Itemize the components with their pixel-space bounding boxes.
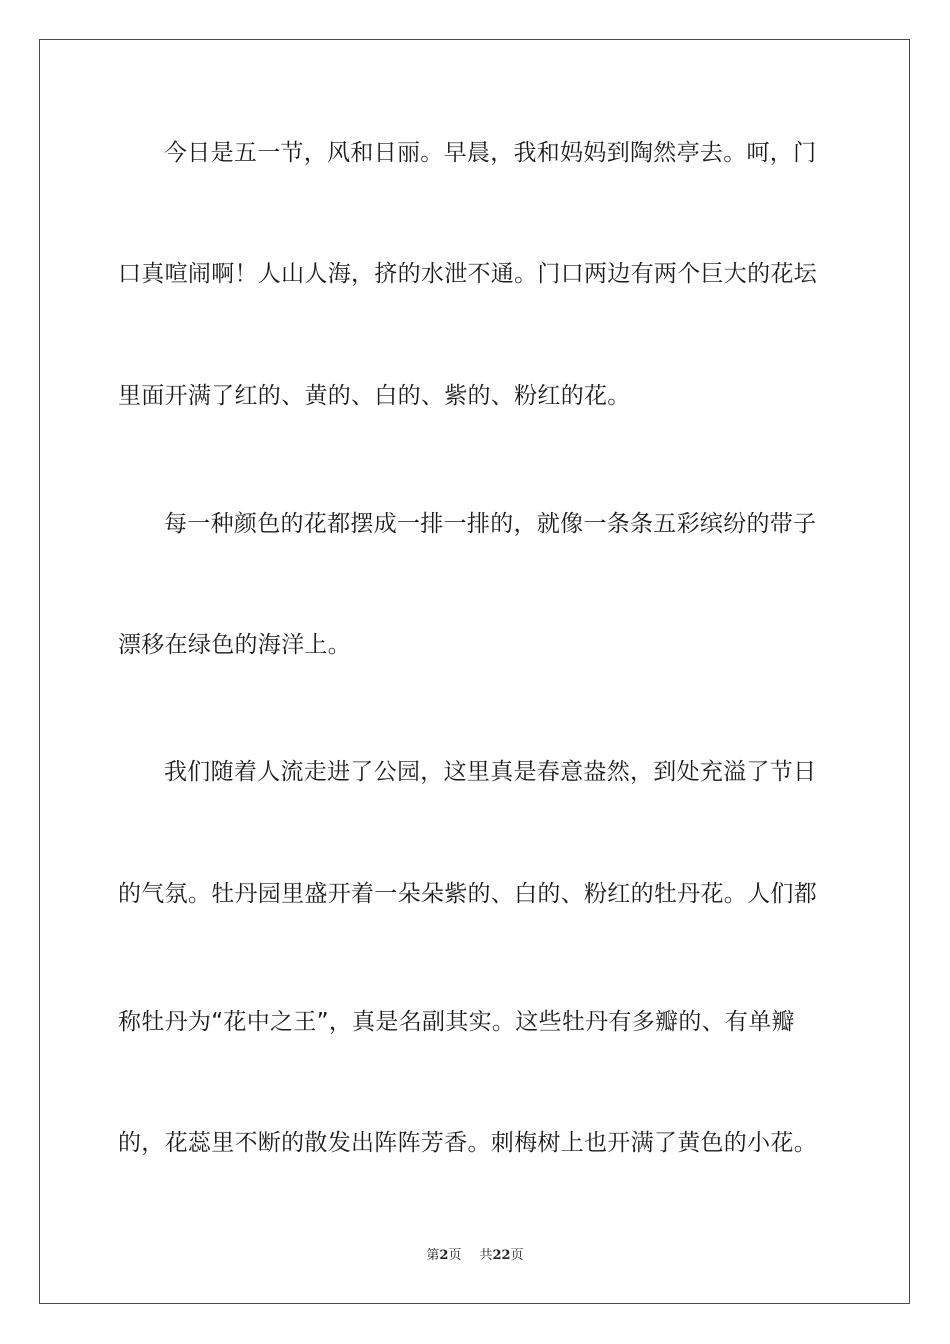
paragraph-1-line-3: 里面开满了红的、黄的、白的、紫的、粉红的花。 [118, 383, 631, 409]
paragraph-3-line-1: 我们随着人流走进了公园，这里真是春意盎然，到处充溢了节日 [164, 759, 817, 785]
paragraph-2-line-1: 每一种颜色的花都摆成一排一排的，就像一条条五彩缤纷的带子 [164, 511, 817, 537]
paragraph-2-line-2: 漂移在绿色的海洋上。 [118, 632, 351, 658]
paragraph-1-line-1: 今日是五一节，风和日丽。早晨，我和妈妈到陶然亭去。呵，门 [164, 140, 817, 166]
current-page-number: 2 [439, 1248, 449, 1263]
page-border [39, 39, 910, 1304]
paragraph-3-line-3: 称牡丹为“花中之王”，真是名副其实。这些牡丹有多瓣的、有单瓣 [118, 1009, 795, 1035]
total-prefix: 共 [479, 1248, 493, 1263]
paragraph-3-line-4: 的，花蕊里不断的散发出阵阵芳香。刺梅树上也开满了黄色的小花。 [118, 1130, 817, 1156]
total-pages-number: 22 [492, 1248, 511, 1263]
paragraph-1-line-2: 口真喧闹啊！人山人海，挤的水泄不通。门口两边有两个巨大的花坛 [118, 261, 817, 287]
page-suffix: 页 [448, 1248, 462, 1263]
paragraph-3-line-2: 的气氛。牡丹园里盛开着一朵朵紫的、白的、粉红的牡丹花。人们都 [118, 881, 817, 907]
total-suffix: 页 [510, 1248, 524, 1263]
page-prefix: 第 [426, 1248, 440, 1263]
page-footer [0, 1247, 950, 1265]
